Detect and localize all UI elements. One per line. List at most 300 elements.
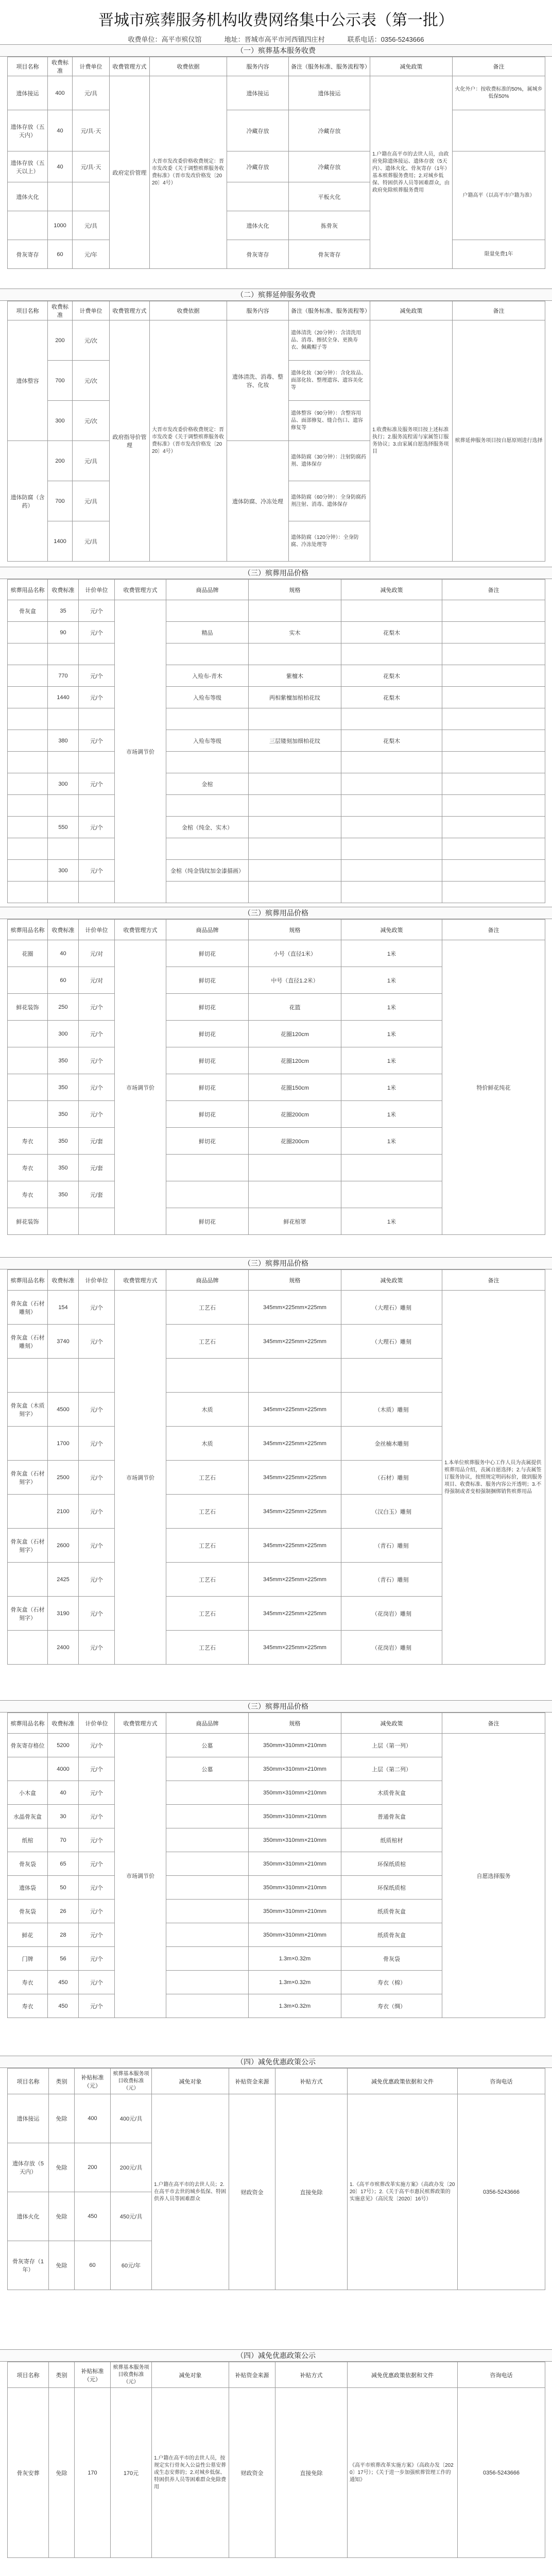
- col-header: 咨询电话: [458, 2362, 545, 2388]
- table-cell: [79, 882, 115, 903]
- col-header: 收费依据: [150, 301, 227, 320]
- table-cell: [8, 1495, 48, 1529]
- table-cell: [48, 795, 79, 817]
- section-extended: [0, 289, 552, 562]
- table-cell: 345mm×225mm×225mm: [249, 1393, 341, 1427]
- table-cell: [48, 1359, 79, 1393]
- table-cell: 工艺石: [166, 1563, 249, 1597]
- table-cell: [8, 1563, 48, 1597]
- table-cell: [48, 838, 79, 860]
- table-cell: 元/个: [79, 1923, 115, 1947]
- table-cell: 元/对: [79, 940, 115, 967]
- table-cell: 火化外户：按收费标准的50%，属城乡低保50%: [453, 76, 545, 110]
- col-header: 收费标准: [48, 1270, 79, 1291]
- table-cell: [166, 1994, 249, 2018]
- table-cell: 1米: [341, 940, 442, 967]
- table-cell: 200: [75, 2143, 111, 2192]
- table-cell: [442, 795, 545, 817]
- table-cell: 普通骨灰盒: [341, 1805, 442, 1828]
- table-cell: 35: [48, 600, 79, 622]
- table-cell: 纸棺: [8, 1828, 48, 1852]
- table-cell: 花圈120cm: [249, 1021, 341, 1047]
- table-cell: 元/个: [79, 860, 115, 882]
- table-cell: 遗体整容（90分钟）：含整容用品、面部修复、缝合伤口、遗容修复等: [289, 401, 370, 441]
- table-cell: [166, 882, 249, 903]
- table-cell: 170: [75, 2388, 111, 2558]
- table-cell: 财政资金: [229, 2094, 275, 2290]
- col-header: 计价单位: [79, 580, 115, 600]
- col-header: 收费管理方式: [115, 1270, 166, 1291]
- table-cell: [249, 708, 341, 730]
- table-cell: 60: [48, 240, 73, 269]
- col-header: 备注: [453, 57, 545, 76]
- table-cell: [166, 1923, 249, 1947]
- table-cell: 0356-5243666: [458, 2388, 545, 2558]
- table-cell: 金棺（纯金、实木）: [166, 817, 249, 838]
- table-cell: （木质）雕刻: [341, 1393, 442, 1427]
- policy-table-2: [7, 2362, 545, 2558]
- table-cell: [341, 882, 442, 903]
- table-cell: 花圈150cm: [249, 1074, 341, 1101]
- table-cell: 1.户籍在高平市的去世人员；2.在高平市去世的城乡低保、特困供养人员等困难群众: [152, 2094, 229, 2290]
- table-cell: [442, 622, 545, 643]
- table-cell: [166, 752, 249, 773]
- table-cell: 350: [48, 1101, 79, 1128]
- table-cell: [341, 1155, 442, 1181]
- col-header: 类别: [49, 2362, 75, 2388]
- goods-table-1: [7, 579, 545, 903]
- table-cell: 345mm×225mm×225mm: [249, 1291, 341, 1325]
- col-header: 补贴方式: [275, 2362, 348, 2388]
- table-cell: 3190: [48, 1597, 79, 1631]
- table-cell: 380: [48, 730, 79, 752]
- table-cell: 鲜切花: [166, 1074, 249, 1101]
- table-cell: 冷藏存放: [227, 110, 289, 151]
- section-title: （三）殡葬用品价格: [0, 907, 552, 919]
- table-cell: 遗体接运: [8, 76, 48, 110]
- table-row: [8, 1734, 545, 1757]
- table-cell: 元/套: [79, 1128, 115, 1155]
- table-cell: [8, 1631, 48, 1665]
- table-cell: 元/套: [79, 1155, 115, 1181]
- table-cell: 60: [75, 2241, 111, 2290]
- table-cell: 元/个: [79, 1427, 115, 1461]
- table-cell: 40: [48, 1781, 79, 1805]
- table-cell: 350mm×310mm×210mm: [249, 1734, 341, 1757]
- table-cell: 市场调节价: [115, 1291, 166, 1665]
- table-cell: 入殓布等级: [166, 730, 249, 752]
- table-cell: 花圈200cm: [249, 1128, 341, 1155]
- table-cell: 金丝楠木雕刻: [341, 1427, 442, 1461]
- table-cell: 400: [48, 76, 73, 110]
- table-cell: 450: [48, 1971, 79, 1994]
- col-header: 收费管理方式: [110, 57, 150, 76]
- col-header: 商品品牌: [166, 1713, 249, 1734]
- table-cell: 工艺石: [166, 1495, 249, 1529]
- table-cell: 《高平市殡葬改革实施方案》（高政办发〔2020〕17号）；《关于进一步加强殡葬管理工作的通知》: [348, 2388, 458, 2558]
- table-cell: 骨灰盒（石材雕刻）: [8, 1325, 48, 1359]
- table-cell: [48, 708, 79, 730]
- address-label: 地址：晋城市高平市河西镇四庄村: [224, 36, 325, 43]
- table-cell: 限量免费1年: [453, 240, 545, 269]
- goods-table-4: [7, 1713, 545, 2018]
- table-cell: 345mm×225mm×225mm: [249, 1461, 341, 1495]
- col-header: 殡葬用品名称: [8, 580, 48, 600]
- table-cell: 大晋市发改委价格收费规定：晋市发改委《关于调整殡葬服务收费标准》（晋市发改价格发〔2020〕4号）: [150, 76, 227, 269]
- table-cell: 345mm×225mm×225mm: [249, 1631, 341, 1665]
- table-cell: （花岗岩）雕刻: [341, 1631, 442, 1665]
- table-cell: （大理石）雕刻: [341, 1325, 442, 1359]
- table-cell: 木质骨灰盒: [341, 1781, 442, 1805]
- table-cell: [442, 687, 545, 708]
- table-cell: [8, 817, 48, 838]
- section-policy-2: [0, 2349, 552, 2558]
- table-cell: 工艺石: [166, 1631, 249, 1665]
- table-cell: 450: [48, 1994, 79, 2018]
- col-header: 计价单位: [79, 1713, 115, 1734]
- table-cell: [48, 752, 79, 773]
- table-cell: 鲜切花: [166, 940, 249, 967]
- table-cell: 金棺: [166, 773, 249, 795]
- table-cell: 寿衣: [8, 1155, 48, 1181]
- table-cell: 345mm×225mm×225mm: [249, 1427, 341, 1461]
- table-cell: 实木: [249, 622, 341, 643]
- table-cell: 花梨木: [341, 730, 442, 752]
- table-row: [8, 773, 545, 795]
- col-header: 项目名称: [8, 2362, 49, 2388]
- goods-table-2: [7, 919, 545, 1235]
- table-cell: 元/对: [79, 967, 115, 994]
- table-cell: 1米: [341, 1128, 442, 1155]
- table-cell: [8, 730, 48, 752]
- table-cell: 350: [48, 1128, 79, 1155]
- table-cell: 工艺石: [166, 1325, 249, 1359]
- table-cell: 元/个: [79, 730, 115, 752]
- table-cell: [8, 708, 48, 730]
- table-cell: 4000: [48, 1757, 79, 1781]
- table-cell: 遗体清洗（20分钟）：含清洗用品、消毒、擦拭全身、更换寿衣、佩戴帽子等: [289, 320, 370, 361]
- table-cell: [166, 1181, 249, 1208]
- table-cell: [227, 182, 289, 211]
- table-row: [8, 882, 545, 903]
- section-title: （二）殡葬延伸服务收费: [0, 289, 552, 301]
- table-cell: 345mm×225mm×225mm: [249, 1597, 341, 1631]
- table-cell: 450元/具: [111, 2192, 152, 2241]
- table-cell: 154: [48, 1291, 79, 1325]
- table-cell: [341, 795, 442, 817]
- table-cell: 元/个: [79, 1781, 115, 1805]
- table-cell: 元/个: [79, 622, 115, 643]
- table-cell: 345mm×225mm×225mm: [249, 1495, 341, 1529]
- table-cell: 金棺（纯金钱纹加金漆描画）: [166, 860, 249, 882]
- table-cell: 2500: [48, 1461, 79, 1495]
- unit-label: 收费单位：高平市殡仪馆: [128, 36, 202, 43]
- table-cell: 元/个: [79, 1947, 115, 1971]
- table-cell: 遗体接运: [289, 76, 370, 110]
- table-cell: 骨灰安葬: [8, 2388, 49, 2558]
- table-cell: [249, 1155, 341, 1181]
- table-cell: 鲜切花: [166, 994, 249, 1021]
- col-header: 减免对象: [152, 2362, 229, 2388]
- table-cell: 350: [48, 1047, 79, 1074]
- table-cell: 工艺石: [166, 1597, 249, 1631]
- extended-table: [7, 301, 545, 562]
- table-cell: 元/年: [73, 240, 110, 269]
- table-cell: [8, 838, 48, 860]
- policy-table-1: [7, 2068, 545, 2290]
- table-cell: 市场调节价: [115, 600, 166, 903]
- col-header: 减免政策: [341, 1713, 442, 1734]
- table-cell: [341, 773, 442, 795]
- table-cell: 350mm×310mm×210mm: [249, 1852, 341, 1876]
- section-goods-2: [0, 907, 552, 1235]
- table-cell: 寿衣: [8, 1994, 48, 2018]
- table-cell: [166, 795, 249, 817]
- col-header: 收费标准: [48, 57, 73, 76]
- col-header: 补贴标准（元）: [75, 2362, 111, 2388]
- table-cell: 骨灰寄存: [8, 240, 48, 269]
- section-title: （一）殡葬基本服务收费: [0, 44, 552, 57]
- table-cell: 遗体接运: [227, 76, 289, 110]
- table-cell: 骨灰盒（石材刻字）: [8, 1597, 48, 1631]
- table-cell: 元/个: [79, 687, 115, 708]
- table-cell: 300: [48, 401, 73, 441]
- table-cell: [8, 773, 48, 795]
- table-cell: [8, 211, 48, 240]
- table-cell: 免除: [49, 2094, 75, 2143]
- table-cell: 元/具: [73, 521, 110, 562]
- table-cell: 2100: [48, 1495, 79, 1529]
- table-row: [8, 838, 545, 860]
- table-cell: 3740: [48, 1325, 79, 1359]
- table-cell: 1米: [341, 994, 442, 1021]
- table-cell: 工艺石: [166, 1291, 249, 1325]
- table-cell: 鲜切花: [166, 1128, 249, 1155]
- table-cell: 300: [48, 1021, 79, 1047]
- table-cell: 元/个: [79, 994, 115, 1021]
- table-cell: 400元/具: [111, 2094, 152, 2143]
- table-cell: 元/次: [73, 401, 110, 441]
- table-cell: 350: [48, 1074, 79, 1101]
- table-cell: 元/个: [79, 1325, 115, 1359]
- col-header: 收费依据: [150, 57, 227, 76]
- table-cell: [249, 795, 341, 817]
- table-cell: 200: [48, 441, 73, 481]
- table-cell: 60: [48, 967, 79, 994]
- table-cell: 350: [48, 1181, 79, 1208]
- table-cell: 上层（第二列）: [341, 1757, 442, 1781]
- table-cell: 元/个: [79, 1461, 115, 1495]
- table-cell: [166, 600, 249, 622]
- table-cell: 350mm×310mm×210mm: [249, 1923, 341, 1947]
- table-cell: 寿衣: [8, 1128, 48, 1155]
- table-cell: [166, 1359, 249, 1393]
- col-header: 补贴资金来源: [229, 2362, 275, 2388]
- table-cell: 元/个: [79, 1971, 115, 1994]
- table-cell: 花圈120cm: [249, 1047, 341, 1074]
- table-cell: 鲜切花: [166, 1208, 249, 1235]
- table-cell: 550: [48, 817, 79, 838]
- table-cell: [166, 1947, 249, 1971]
- table-cell: [249, 1181, 341, 1208]
- table-cell: 40: [48, 110, 73, 151]
- table-cell: 遗体存放（5天内）: [8, 2143, 49, 2192]
- table-cell: [442, 773, 545, 795]
- table-cell: [79, 795, 115, 817]
- col-header: 减免政策: [341, 1270, 442, 1291]
- goods-3-body: [8, 1291, 545, 1665]
- table-cell: 1米: [341, 1101, 442, 1128]
- goods-2-body: [8, 940, 545, 1235]
- table-cell: 1.3m×0.32m: [249, 1947, 341, 1971]
- table-cell: 遗体防腐（30分钟）：注射防腐药剂、遗体保存: [289, 441, 370, 481]
- table-cell: [79, 643, 115, 665]
- table-cell: 政府指导价管理: [110, 320, 150, 562]
- col-header: 收费标准: [48, 580, 79, 600]
- table-cell: 精品: [166, 622, 249, 643]
- table-cell: 鲜花装饰: [8, 994, 48, 1021]
- table-cell: 1.户籍在高平市的去世人员，按规定实行骨灰入公益性公墓安葬或生态安葬的；2.对城乡低保、特困供养人员等困难群众免除费用: [152, 2388, 229, 2558]
- table-cell: 遗体整容: [8, 320, 48, 441]
- table-cell: 元/个: [79, 1529, 115, 1563]
- table-row: [8, 795, 545, 817]
- table-cell: 40: [48, 151, 73, 182]
- table-cell: 冷藏存放: [289, 110, 370, 151]
- table-cell: 350mm×310mm×210mm: [249, 1805, 341, 1828]
- table-cell: 5200: [48, 1734, 79, 1757]
- table-cell: 70: [48, 1828, 79, 1852]
- col-header: 收费标准: [48, 1713, 79, 1734]
- col-header: 备注: [453, 301, 545, 320]
- table-cell: 公墓: [166, 1734, 249, 1757]
- table-cell: 入殓布-青木: [166, 665, 249, 687]
- table-cell: 工艺石: [166, 1461, 249, 1495]
- table-cell: 纸质骨灰盒: [341, 1923, 442, 1947]
- table-cell: [8, 1047, 48, 1074]
- table-cell: 花圈200cm: [249, 1101, 341, 1128]
- table-row: [8, 622, 545, 643]
- table-cell: [166, 643, 249, 665]
- table-cell: 公墓: [166, 1757, 249, 1781]
- table-cell: 700: [48, 361, 73, 401]
- table-cell: （汉白玉）雕刻: [341, 1495, 442, 1529]
- table-row: [8, 687, 545, 708]
- table-cell: 骨灰寄存格位: [8, 1734, 48, 1757]
- table-cell: 骨灰袋: [8, 1900, 48, 1923]
- table-cell: 小木盒: [8, 1781, 48, 1805]
- info-bar: [0, 30, 552, 45]
- table-cell: 元/个: [79, 665, 115, 687]
- table-cell: 骨灰盒（木质刻字）: [8, 1393, 48, 1427]
- section-goods-1: [0, 567, 552, 903]
- phone-label: 联系电话：0356-5243666: [347, 36, 424, 43]
- table-cell: [48, 643, 79, 665]
- table-row: [8, 1291, 545, 1325]
- table-cell: [166, 708, 249, 730]
- table-cell: [341, 1359, 442, 1393]
- table-cell: [79, 752, 115, 773]
- table-cell: 1米: [341, 1208, 442, 1235]
- table-cell: [249, 817, 341, 838]
- table-cell: 遗体防腐（120分钟）：全身防腐、冷冻处理等: [289, 521, 370, 562]
- col-header: 规格: [249, 920, 341, 940]
- table-cell: [8, 1074, 48, 1101]
- table-row: [8, 600, 545, 622]
- col-header: 咨询电话: [458, 2069, 545, 2094]
- table-cell: 400: [75, 2094, 111, 2143]
- table-cell: [166, 1805, 249, 1828]
- section-title: （三）殡葬用品价格: [0, 1700, 552, 1713]
- table-cell: 骨灰寄存（1年）: [8, 2241, 49, 2290]
- table-cell: 1米: [341, 1021, 442, 1047]
- table-cell: 三层镂刻加细柏花纹: [249, 730, 341, 752]
- section-goods-3: [0, 1257, 552, 1665]
- table-cell: [8, 687, 48, 708]
- table-cell: 木质: [166, 1393, 249, 1427]
- col-header: 备注: [442, 580, 545, 600]
- table-cell: 90: [48, 622, 79, 643]
- table-cell: [442, 708, 545, 730]
- table-cell: [341, 1181, 442, 1208]
- table-cell: [8, 622, 48, 643]
- col-header: 殡葬基本服务项目收费标准（元）: [111, 2069, 152, 2094]
- table-cell: [442, 817, 545, 838]
- table-cell: [8, 665, 48, 687]
- table-cell: 30: [48, 1805, 79, 1828]
- table-cell: 2400: [48, 1631, 79, 1665]
- table-cell: 元/个: [79, 1291, 115, 1325]
- table-cell: 骨灰袋: [8, 1852, 48, 1876]
- table-cell: 骨灰盒（石材刻字）: [8, 1529, 48, 1563]
- table-cell: 免除: [49, 2241, 75, 2290]
- table-cell: [249, 860, 341, 882]
- col-header: 补贴资金来源: [229, 2069, 275, 2094]
- table-cell: 财政资金: [229, 2388, 275, 2558]
- col-header: 收费管理方式: [115, 1713, 166, 1734]
- table-cell: 元/具: [73, 481, 110, 521]
- table-cell: [442, 882, 545, 903]
- table-cell: 户籍高平（以高平市户籍为准）: [453, 151, 545, 240]
- table-cell: [341, 838, 442, 860]
- table-cell: 1.户籍在高平市的去世人员，由政府免除遗体接运、遗体存放（5天内）、遗体火化、骨灰寄存（1年）基本殡葬服务费用；2.对城乡低保、特困供养人员等困难群众，由政府免除殡葬服务费用: [370, 76, 453, 269]
- table-cell: 平板火化: [289, 182, 370, 211]
- col-header: 项目名称: [8, 2069, 49, 2094]
- col-header: 服务内容: [227, 57, 289, 76]
- table-cell: 28: [48, 1923, 79, 1947]
- table-cell: 鲜切花: [166, 1047, 249, 1074]
- table-cell: [442, 665, 545, 687]
- table-cell: 26: [48, 1900, 79, 1923]
- table-cell: 350mm×310mm×210mm: [249, 1757, 341, 1781]
- table-cell: 木质: [166, 1427, 249, 1461]
- table-row: [8, 752, 545, 773]
- col-header: 减免政策: [370, 57, 453, 76]
- table-cell: [48, 1208, 79, 1235]
- col-header: 服务内容: [227, 301, 289, 320]
- table-cell: 1.收费标准及服务项目按上述标准执行；2.服务流程需与家属签订服务协议；3.由家属自愿选择服务项目: [370, 320, 453, 562]
- table-row: [8, 708, 545, 730]
- table-cell: [249, 600, 341, 622]
- table-cell: [8, 795, 48, 817]
- table-cell: 遗体防腐（含药）: [8, 441, 48, 562]
- table-cell: 殡葬延伸服务项目按自愿原则进行选择: [453, 320, 545, 562]
- col-header: 备注（服务标准、服务流程等）: [289, 301, 370, 320]
- table-cell: 中号（直径1.2米）: [249, 967, 341, 994]
- table-cell: 元/具·天: [73, 110, 110, 151]
- table-cell: 门牌: [8, 1947, 48, 1971]
- table-cell: 直接免除: [275, 2094, 348, 2290]
- table-cell: 元/个: [79, 600, 115, 622]
